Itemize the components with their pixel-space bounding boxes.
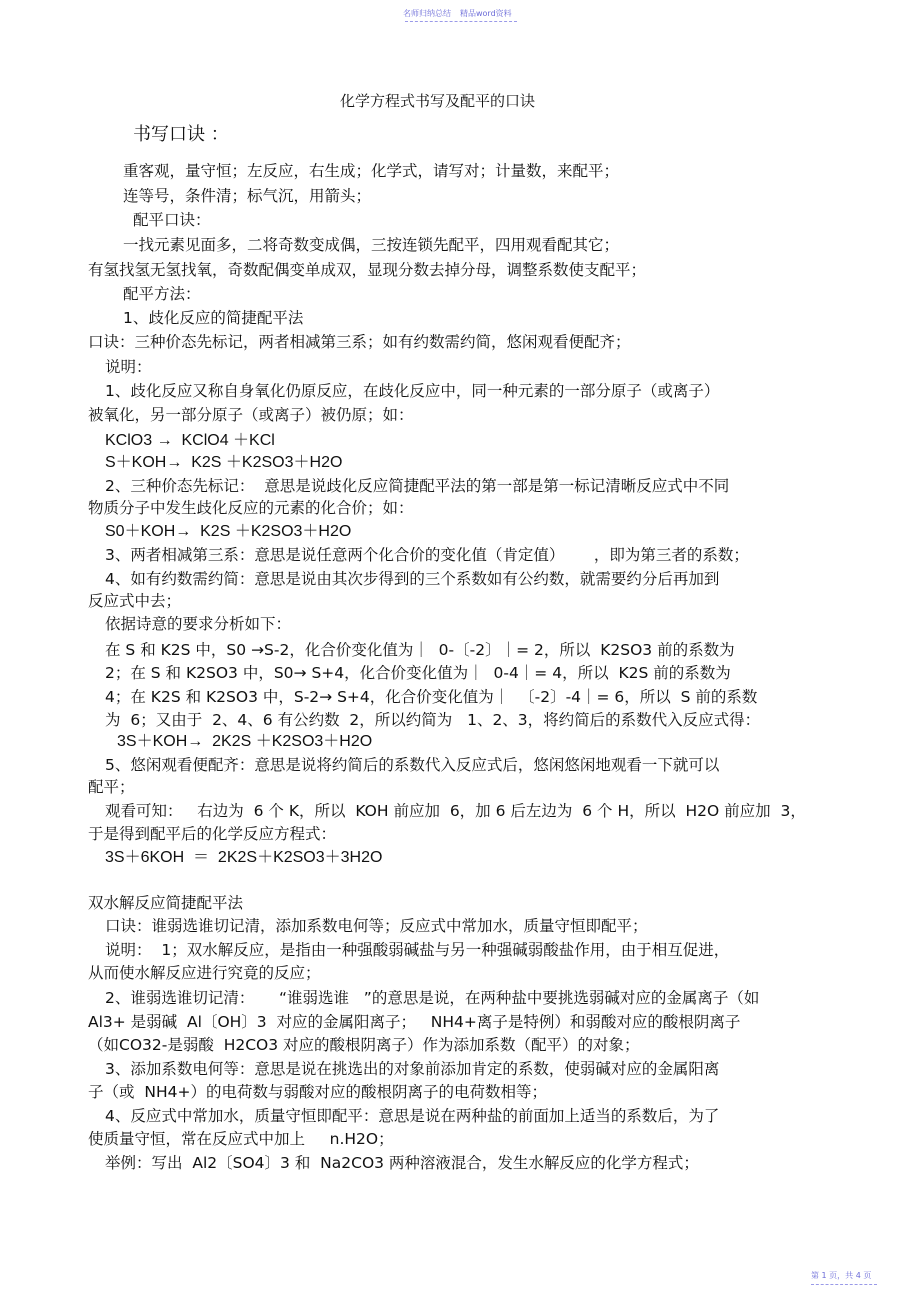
text-line: 口诀：三种价态先标记，两者相减第三系；如有约数需约简，悠闲观看便配齐； [88,333,631,351]
text-line: 有氢找氢无氢找氧，奇数配偶变单成双，显现分数去掉分母，调整系数使支配平； [88,261,647,279]
text-line: 一找元素见面多，二将奇数变成偶，三按连锁先配平，四用观看配其它； [123,236,620,254]
text-line: 配平方法： [123,285,201,303]
equation-line: S＋KOH→ K2S ＋K2SO3＋H2O [105,454,343,471]
page-title: 化学方程式书写及配平的口诀 [340,92,536,110]
text-line: 口诀：谁弱选谁切记清，添加系数电何等；反应式中常加水，质量守恒即配平； [105,917,648,935]
equation-line: S0＋KOH→ K2S ＋K2SO3＋H2O [105,523,352,540]
text-line: 2、谁弱选谁切记清： “谁弱选谁 ”的意思是说，在两种盐中要挑选弱碱对应的金属离子（如 [105,989,760,1007]
text-line: 子（或 NH4+）的电荷数与弱酸对应的酸根阴离子的电荷数相等； [88,1083,547,1101]
text-line: 从而使水解反应进行究竟的反应； [88,964,321,982]
text-line: 使质量守恒，常在反应式中加上 n.H2O； [88,1130,394,1148]
header-right-text: 精品word资料 [460,9,512,18]
text-line: 为 6；又由于 2、4、6 有公约数 2，所以约简为 1、2、3，将约简后的系数代入反应式得： [105,711,761,729]
text-line: 被氧化，另一部分原子（或离子）被仍原；如： [88,406,414,424]
text-line: 4、如有约数需约简：意思是说由其次步得到的三个系数如有公约数，就需要约分后再加到 [105,570,720,588]
text-line: 连等号，条件清；标气沉，用箭头； [123,187,372,205]
text-line: 观看可知： 右边为 6 个 K，所以 KOH 前应加 6，加 6 后左边为 6 个 H，所以 H2O 前应加 3， [105,802,806,820]
text-line: 2、三种价态先标记： 意思是说歧化反应简捷配平法的第一部是第一标记清晰反应式中不同 [105,477,730,495]
text-line: 说明： 1；双水解反应，是指由一种强酸弱碱盐与另一种强碱弱酸盐作用，由于相互促进， [105,941,730,959]
text-line: 配平； [88,778,135,796]
text-line: 4、反应式中常加水，质量守恒即配平：意思是说在两种盐的前面加上适当的系数后，为了 [105,1107,720,1125]
equation-line: 3S＋KOH→ 2K2S ＋K2SO3＋H2O [117,733,373,750]
section-heading: 书写口诀 ： [133,124,229,145]
equation-line: KClO3 → KClO4 ＋KCl [105,432,275,449]
text-line: 依据诗意的要求分析如下： [105,615,292,633]
text-line: 3、添加系数电何等：意思是说在挑选出的对象前添加肯定的系数，使弱碱对应的金属阳离 [105,1060,720,1078]
page-number: 第 1 页，共 4 页 [811,1271,872,1280]
text-line: 举例：写出 Al2〔SO4〕3 和 Na2CO3 两种溶液混合，发生水解反应的化学方程式； [105,1154,699,1172]
text-line: 在 S 和 K2S 中，S0 →S-2，化合价变化值为｜ 0-〔-2〕｜= 2，所以 K2SO3 前的系数为 [105,641,735,659]
text-line: Al3+ 是弱碱 Al〔OH〕3 对应的金属阳离子； NH4+离子是特例）和弱酸对应的酸根阴离子 [88,1013,741,1031]
text-line: 反应式中去； [88,592,182,610]
text-line: 5、悠闲观看便配齐：意思是说将约简后的系数代入反应式后，悠闲悠闲地观看一下就可以 [105,756,720,774]
text-line: 1、歧化反应又称自身氧化仍原反应，在歧化反应中，同一种元素的一部分原子（或离子） [105,382,720,400]
text-line: 3、两者相减第三系：意思是说任意两个化合价的变化值（肯定值） ，即为第三者的系数； [105,546,749,564]
text-line: 配平口诀： [133,211,211,229]
text-line: （如CO32-是弱酸 H2CO3 对应的酸根阴离子）作为添加系数（配平）的对象； [88,1036,640,1054]
text-line: 于是得到配平后的化学反应方程式： [88,825,337,843]
text-line: 物质分子中发生歧化反应的元素的化合价；如： [88,499,414,517]
text-line: 重客观，量守恒；左反应，右生成；化学式，请写对；计量数，来配平； [123,162,620,180]
header-divider [405,21,517,22]
text-line: 双水解反应简捷配平法 [88,894,244,912]
text-line: 2；在 S 和 K2SO3 中，S0→ S+4，化合价变化值为｜ 0-4｜= 4，所以 K2S 前的系数为 [105,664,731,682]
text-line: 4；在 K2S 和 K2SO3 中，S-2→ S+4，化合价变化值为｜ 〔-2〕-4｜= 6，所以 S 前的系数 [105,688,758,706]
text-line: 说明： [105,358,152,376]
footer-divider [811,1284,877,1285]
header-left-text: 名师归纳总结 [403,9,451,18]
equation-line: 3S＋6KOH ＝ 2K2S＋K2SO3＋3H2O [105,849,383,866]
text-line: 1、歧化反应的简捷配平法 [123,309,304,327]
